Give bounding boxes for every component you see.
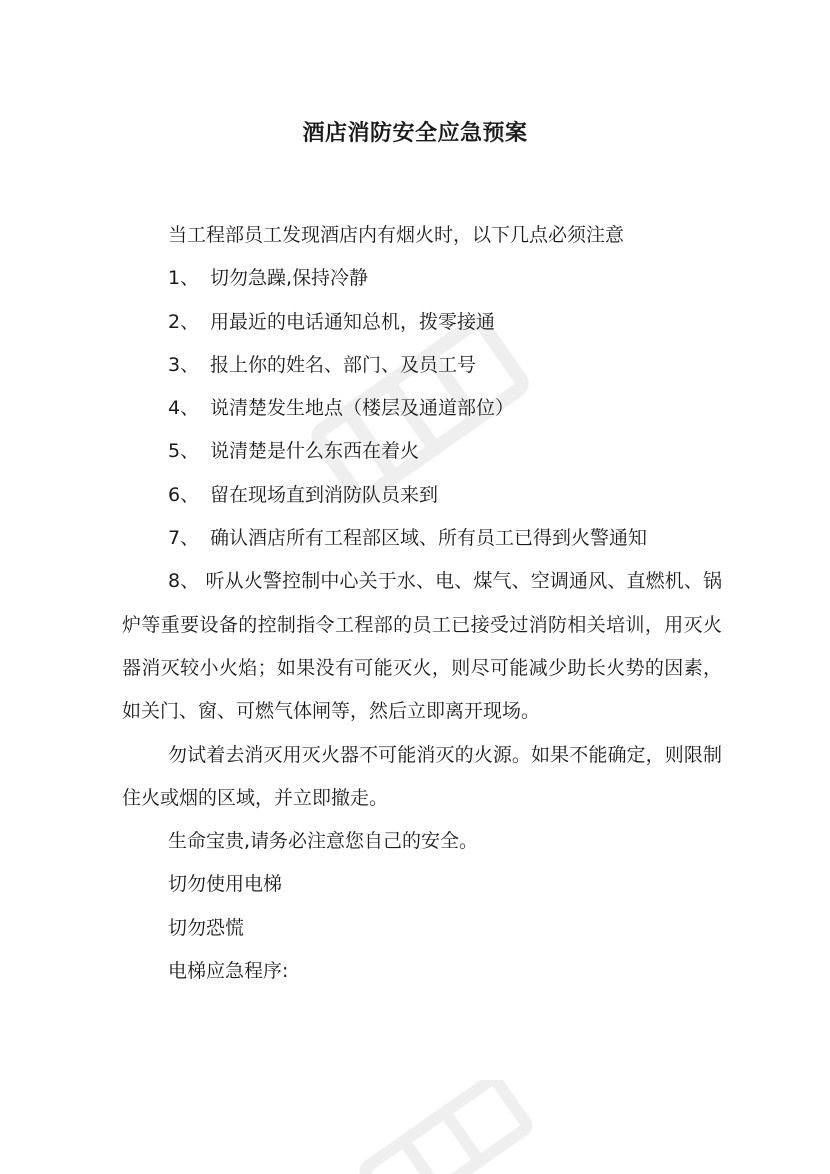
list-item-text: 切勿急躁,保持冷静 — [210, 267, 369, 290]
list-item-text: 用最近的电话通知总机，拨零接通 — [210, 310, 496, 333]
list-item — [122, 430, 722, 473]
warning-paragraph: 勿试着去消灭用灭火器不可能消灭的火源。如果不能确定，则限制住火或烟的区域，并立即撤走。 — [122, 743, 722, 809]
list-item-text: 留在现场直到消防队员来到 — [210, 483, 439, 506]
step-8-paragraph: 8、 听从火警控制中心关于水、电、煤气、空调通风、直燃机、锅炉等重要设备的控制指令工程部的员工已接受过消防相关培训，用灭火器消灭较小火焰；如果没有可能灭火，则尽可能减少助长火势的因素，如关门、窗、可燃气体闸等，然后立即离开现场。 — [122, 570, 722, 723]
list-item — [122, 517, 722, 560]
list-item — [122, 257, 722, 300]
list-item-text: 说清楚发生地点（楼层及通道部位） — [210, 397, 515, 420]
no-panic-note: 切勿恐慌 — [168, 916, 245, 939]
list-item-number: 1、 — [168, 267, 200, 290]
list-item-text: 说清楚是什么东西在着火 — [210, 440, 420, 463]
watermark-icon — [330, 1080, 550, 1174]
list-item-number: 7、 — [168, 527, 200, 550]
list-item-number: 2、 — [168, 310, 200, 333]
elevator-procedure-heading: 电梯应急程序: — [168, 960, 289, 983]
document-body — [122, 214, 722, 993]
list-item — [122, 344, 722, 387]
list-item — [122, 301, 722, 344]
list-item-text: 确认酒店所有工程部区域、所有员工已得到火警通知 — [210, 527, 648, 550]
document-title: 酒店消防安全应急预案 — [302, 121, 528, 146]
no-elevator-note: 切勿使用电梯 — [168, 873, 283, 896]
list-item-number: 6、 — [168, 483, 200, 506]
list-item — [122, 474, 722, 517]
safety-note: 生命宝贵,请务必注意您自己的安全。 — [168, 830, 479, 853]
list-item — [122, 387, 722, 430]
list-item-text: 报上你的姓名、部门、及员工号 — [210, 353, 477, 376]
list-item-number: 5、 — [168, 440, 200, 463]
intro-line: 当工程部员工发现酒店内有烟火时，以下几点必须注意 — [168, 224, 625, 246]
list-item-number: 3、 — [168, 353, 200, 376]
list-item-number: 4、 — [168, 397, 200, 420]
